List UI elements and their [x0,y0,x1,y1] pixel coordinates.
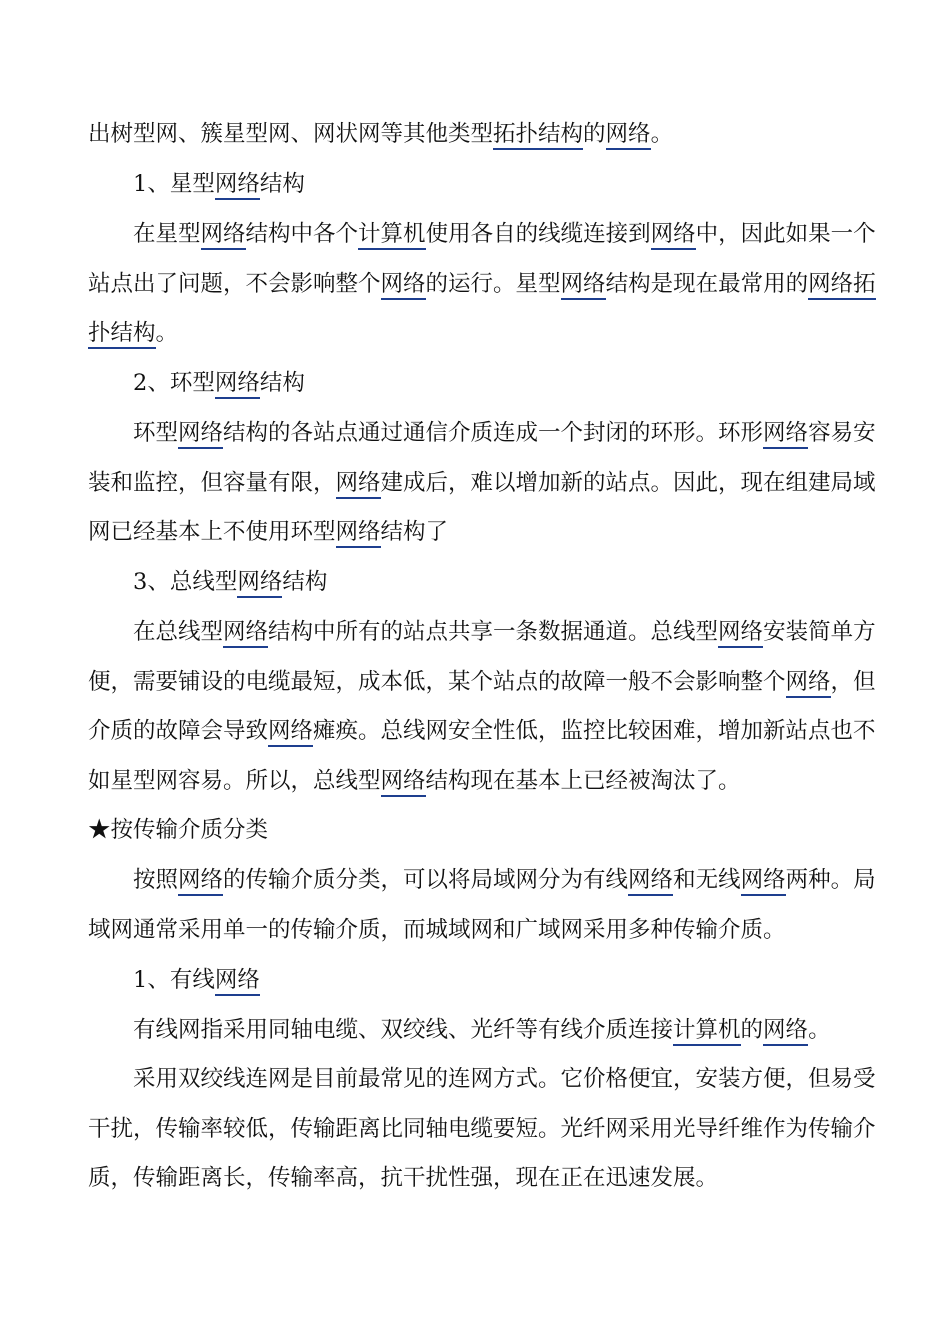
paragraph-wired-definition [88,1006,878,1056]
text-line [88,210,878,260]
text-segment: 使用各自的线缆连接到 [425,221,651,247]
keyword-link[interactable]: 拓扑结构 [493,121,583,150]
text-segment: 和无线 [673,867,741,893]
text-segment: 两种。局 [785,867,876,893]
text-segment: 质，传输距离长，传输率高，抗干扰性强，现在正在迅速发展。 [88,1165,719,1192]
text-line [88,608,878,658]
heading-wired-network [88,956,878,1006]
text-segment: 按照 [133,867,179,893]
heading-ring-network [88,359,878,409]
paragraph-bus-network [88,608,878,806]
text-line [88,409,878,459]
paragraph-star-network [88,210,878,359]
text-line [88,1055,878,1105]
text-segment: 介质的故障会导致 [88,718,269,745]
keyword-link[interactable]: 网络 [606,121,651,150]
text-segment: 便，需要铺设的电缆最短，成本低，某个站点的故障一般不会影响整个 [88,668,786,695]
text-segment: 结构中各个 [245,221,359,247]
text-line [88,1154,878,1204]
text-segment: 装和监控，但容量有限， [88,469,336,496]
heading-by-medium [88,806,878,856]
keyword-link[interactable]: 网络拓 [808,271,876,300]
paragraph-twisted-pair [88,1055,878,1204]
text-segment: 。 [808,1017,831,1043]
text-line [88,1006,878,1056]
text-segment: 的运行。星型 [425,270,561,297]
text-segment: 2、环型 [133,370,215,396]
text-segment: 安装简单方 [763,619,876,645]
text-segment: 。 [650,121,674,147]
text-line [88,658,878,708]
keyword-link[interactable]: 网络 [178,420,223,449]
keyword-link[interactable]: 计算机 [673,1017,741,1046]
keyword-link[interactable]: 网络 [223,619,268,648]
keyword-link[interactable]: 网络 [786,669,831,698]
keyword-link[interactable]: 网络 [381,271,426,300]
text-segment: 建成后，难以增加新的站点。因此，现在组建局域 [380,469,876,496]
paragraph-by-medium [88,856,878,955]
text-segment: 1、星型 [133,171,215,197]
keyword-link[interactable]: 扑结构 [88,320,156,349]
text-line [88,558,878,608]
text-segment: 的传输介质分类，可以将局域网分为有线 [223,867,629,893]
keyword-link[interactable]: 网络 [741,867,786,896]
keyword-link[interactable]: 网络 [561,271,606,300]
text-segment: 域网通常采用单一的传输介质，而城域网和广域网采用多种传输介质。 [88,916,786,943]
text-segment: 环型 [133,420,179,446]
heading-bus-network [88,558,878,608]
text-segment: 结构的各站点通过通信介质连成一个封闭的环形。环形 [223,420,764,446]
keyword-link[interactable]: 网络 [215,967,260,996]
keyword-link[interactable]: 网络 [628,867,673,896]
text-line [88,459,878,509]
keyword-link[interactable]: 计算机 [358,221,426,250]
text-line [88,359,878,409]
text-line [88,1105,878,1155]
text-segment: 。 [155,320,179,347]
keyword-link[interactable]: 网络 [763,1017,808,1046]
text-line [88,110,878,160]
text-segment: 的 [583,121,606,147]
text-line [88,260,878,310]
keyword-link[interactable]: 网络 [336,470,381,499]
text-segment: 结构中所有的站点共享一条数据通道。总线型 [268,619,719,645]
keyword-link[interactable]: 网络 [201,221,246,250]
text-segment: 站点出了问题，不会影响整个 [88,270,381,297]
text-segment: 结构了 [380,519,449,546]
paragraph-ring-network [88,409,878,558]
text-segment: 结构现在基本上已经被淘汰了。 [425,767,741,794]
keyword-link[interactable]: 网络 [215,370,260,399]
text-segment: 结构 [259,171,305,197]
text-line [88,757,878,807]
text-segment: 出树型网、簇星型网、网状网等其他类型 [88,121,494,147]
text-segment: ，但 [830,668,876,695]
keyword-link[interactable]: 网络 [336,519,381,548]
keyword-link[interactable]: 网络 [763,420,808,449]
keyword-link[interactable]: 网络 [651,221,696,250]
text-segment: 在总线型 [133,619,224,645]
text-line [88,956,878,1006]
text-line [88,707,878,757]
text-segment: 容易安 [808,420,876,446]
text-line [88,160,878,210]
text-segment: 结构 [282,569,328,595]
text-segment: 采用双绞线连网是目前最常见的连网方式。它价格便宜，安装方便，但易受 [133,1066,876,1092]
text-segment: 网已经基本上不使用环型 [88,519,336,546]
text-segment: 1、有线 [133,967,215,993]
text-segment: 中，因此如果一个 [695,221,876,247]
text-segment: 瘫痪。总线网安全性低，监控比较困难，增加新站点也不 [313,718,876,745]
text-segment: 3、总线型 [133,569,238,595]
text-segment: 有线网指采用同轴电缆、双绞线、光纤等有线介质连接 [133,1017,674,1043]
keyword-link[interactable]: 网络 [268,718,313,747]
text-line [88,309,878,359]
text-segment: 干扰，传输率较低，传输距离比同轴电缆要短。光纤网采用光导纤维作为传输介 [88,1115,876,1142]
text-line [88,806,878,856]
keyword-link[interactable]: 网络 [718,619,763,648]
text-line [88,508,878,558]
text-segment: 结构是现在最常用的 [605,270,809,297]
keyword-link[interactable]: 网络 [381,768,426,797]
keyword-link[interactable]: 网络 [215,171,260,200]
text-segment: 结构 [259,370,305,396]
keyword-link[interactable]: 网络 [237,569,282,598]
text-segment: ★按传输介质分类 [88,817,269,843]
text-line [88,856,878,906]
heading-star-network [88,160,878,210]
keyword-link[interactable]: 网络 [178,867,223,896]
text-line [88,906,878,956]
text-segment: 在星型 [133,221,201,247]
paragraph-topology-end [88,110,878,160]
text-segment: 如星型网容易。所以，总线型 [88,767,381,794]
text-segment: 的 [740,1017,764,1043]
